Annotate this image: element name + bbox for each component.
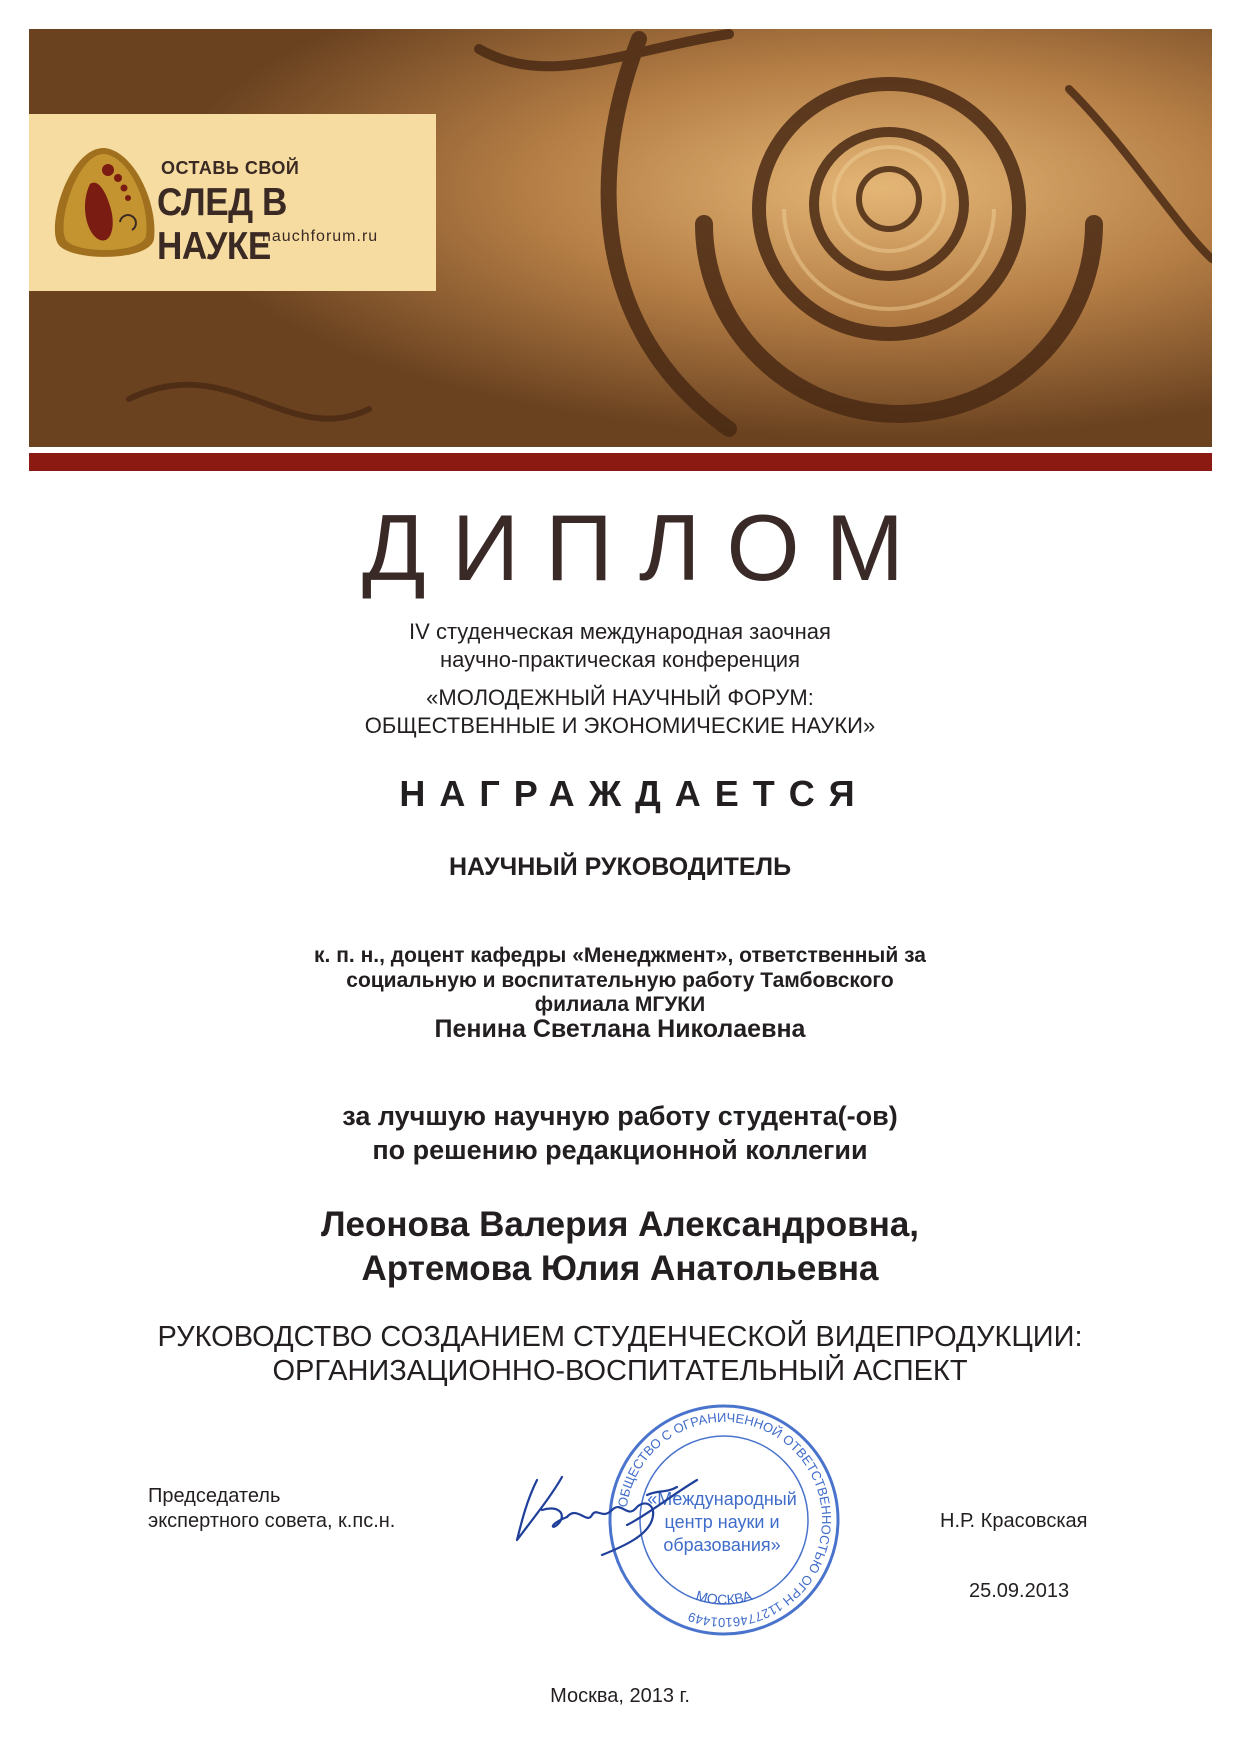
conference-line-2: научно-практическая конференция <box>439 647 800 672</box>
handwritten-signature <box>507 1465 707 1560</box>
stamp-org-line-1: «Международный <box>647 1489 797 1509</box>
reason-line-2: по решению редакционной коллегии <box>372 1135 868 1165</box>
stamp-org-line-3: образования» <box>663 1535 781 1555</box>
position-line-2: социальную и воспитательную работу Тамбовского <box>346 969 894 992</box>
footer-place-year: Москва, 2013 г. <box>550 1685 690 1707</box>
accent-divider <box>29 453 1212 471</box>
position-line-3: филиала МГУКИ <box>534 993 706 1016</box>
signatory-title-2: экспертного совета, к.пс.н. <box>148 1510 396 1532</box>
topic-line-2: ОРГАНИЗАЦИОННО-ВОСПИТАТЕЛЬНЫЙ АСПЕКТ <box>272 1355 968 1387</box>
conference-line-1: IV студенческая международная заочная <box>409 619 831 644</box>
awarded-heading: НАГРАЖДАЕТСЯ <box>399 773 869 814</box>
logo-site-link[interactable]: nauchforum.ru <box>262 228 379 245</box>
logo-name: СЛЕД В НАУКЕ <box>157 181 287 268</box>
conference-name-line-1: «МОЛОДЕЖНЫЙ НАУЧНЫЙ ФОРУМ: <box>426 685 814 710</box>
mentor-name: Пенина Светлана Николаевна <box>434 1015 806 1043</box>
stamp-ring-text: ОБЩЕСТВО С ОГРАНИЧЕННОЙ ОТВЕТСТВЕННОСТЬЮ ОГРН 1127746101449 <box>614 1409 835 1631</box>
topic-line-1: РУКОВОДСТВО СОЗДАНИЕМ СТУДЕНЧЕСКОЙ ВИДЕПРОДУКЦИИ: <box>157 1321 1083 1353</box>
conference-name-line-2: ОБЩЕСТВЕННЫЕ И ЭКОНОМИЧЕСКИЕ НАУКИ» <box>364 713 876 738</box>
diploma-title: ДИПЛОМ <box>362 495 930 600</box>
stamp-org-line-2: центр науки и <box>664 1512 780 1532</box>
signatory-name: Н.Р. Красовская <box>940 1510 1088 1532</box>
logo-tagline: ОСТАВЬ СВОЙ <box>161 158 300 178</box>
recipient-role: НАУЧНЫЙ РУКОВОДИТЕЛЬ <box>448 853 792 881</box>
reason-line-1: за лучшую научную работу студента(-ов) <box>342 1101 898 1131</box>
student-name-2: Артемова Юлия Анатольевна <box>361 1249 879 1288</box>
position-line-1: к. п. н., доцент кафедры «Менеджмент», ответственный за <box>314 944 926 967</box>
stamp-city-text: МОСКВА <box>694 1587 754 1608</box>
student-name-1: Леонова Валерия Александровна, <box>320 1205 920 1244</box>
logo-panel <box>29 114 436 291</box>
signatory-title-1: Председатель <box>148 1485 281 1507</box>
footprint-stone-icon <box>50 144 160 262</box>
signature-date: 25.09.2013 <box>969 1580 1070 1602</box>
